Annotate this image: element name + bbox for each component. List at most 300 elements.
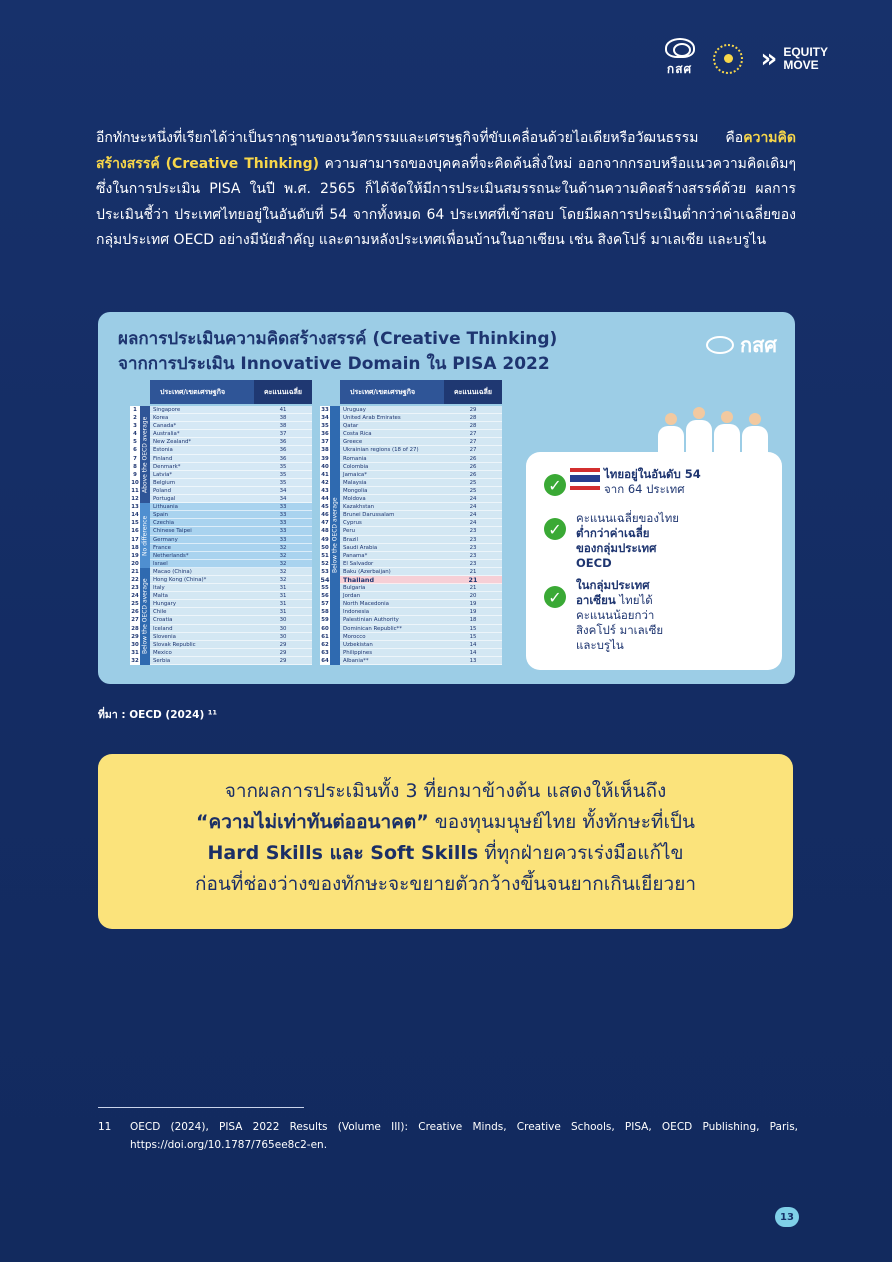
table-row (131, 560, 312, 568)
table-row (321, 446, 502, 454)
table-row (321, 471, 502, 479)
row-country: Israel (153, 560, 168, 567)
row-country: Czechia (153, 520, 175, 527)
table-row (321, 641, 502, 649)
callout-line3-bold: Hard Skills และ Soft Skills (207, 842, 479, 864)
logo-text-equity: EQUITY (783, 44, 828, 59)
row-score: 23 (469, 528, 477, 535)
source-citation: ที่มา : OECD (2024) ¹¹ (98, 709, 218, 721)
table-row (321, 657, 502, 665)
row-rank: 36 (321, 431, 329, 438)
ranking-table-right (320, 380, 502, 665)
row-score: 32 (279, 544, 287, 551)
row-country: Chile (153, 609, 167, 616)
check-icon: ✓ (544, 586, 566, 608)
infographic-brand (706, 329, 777, 361)
row-score: 38 (279, 423, 287, 430)
row-country: Peru (343, 528, 356, 535)
row-score: 31 (279, 585, 287, 592)
row-rank: 37 (321, 439, 329, 446)
row-rank: 9 (130, 471, 140, 478)
row-rank: 62 (321, 641, 329, 648)
table-row (320, 575, 502, 584)
row-score: 37 (279, 431, 287, 438)
row-rank: 30 (131, 641, 139, 648)
table-row (131, 576, 312, 584)
row-score: 24 (469, 504, 477, 511)
row-country: Philippines (343, 649, 373, 656)
thai-flag-icon (570, 468, 600, 490)
row-rank: 10 (131, 479, 139, 486)
card-item3-rest1: ไทยได้ (615, 593, 653, 607)
row-score: 23 (469, 544, 477, 551)
row-country: Denmark* (153, 463, 181, 470)
row-rank: 33 (321, 407, 329, 413)
creative-thinking-infographic (98, 312, 795, 684)
table-row (321, 455, 502, 463)
footnote-divider (98, 1107, 304, 1108)
row-score: 19 (469, 601, 477, 608)
row-rank: 16 (131, 528, 139, 535)
row-rank: 1 (130, 406, 140, 413)
student-figure (686, 420, 712, 454)
band-below: Below the OECD average (330, 406, 340, 665)
row-rank: 56 (321, 593, 329, 600)
row-country: Morocco (343, 633, 366, 640)
row-score: 24 (469, 520, 477, 527)
card-item3-bold1: ในกลุ่มประเทศ (576, 578, 650, 592)
row-country: France (153, 544, 171, 551)
row-rank: 42 (321, 479, 329, 486)
row-score: 14 (469, 641, 477, 648)
card-item1-rest: จาก 64 ประเทศ (604, 482, 685, 496)
row-rank: 54 (320, 575, 330, 584)
row-country: Palestinian Authority (343, 617, 399, 624)
table-row (131, 511, 312, 519)
table-row (321, 536, 502, 544)
row-score: 21 (469, 568, 477, 575)
footnote-number: 11 (98, 1121, 112, 1133)
row-rank: 12 (131, 496, 139, 503)
table-row (321, 527, 502, 535)
row-country: Colombia (343, 463, 369, 470)
row-rank: 26 (131, 609, 139, 616)
infographic-title: ผลการประเมินความคิดสร้างสรรค์ (Creative Thinking) (118, 329, 558, 349)
table-row (131, 487, 312, 495)
band-labels (330, 406, 340, 665)
table-row (131, 568, 312, 576)
row-country: Uruguay (343, 407, 366, 413)
row-score: 29 (469, 407, 477, 413)
row-rank: 51 (321, 552, 329, 559)
row-score: 41 (279, 407, 287, 413)
row-country: Panama* (343, 552, 368, 559)
row-rank: 23 (131, 585, 139, 592)
table-row (321, 479, 502, 487)
row-country: Latvia* (153, 471, 173, 478)
row-country: Poland (153, 487, 171, 494)
row-rank: 52 (321, 560, 329, 567)
partner-logo-icon (713, 44, 743, 74)
row-rank: 6 (130, 446, 140, 453)
row-country: Hungary (153, 601, 177, 608)
col-score: คะแนนเฉลี่ย (254, 380, 312, 404)
card-item2-bold1: ต่ำกว่าค่าเฉลี่ย (576, 526, 650, 540)
row-score: 33 (279, 520, 287, 527)
eef-logo (665, 38, 695, 79)
row-score: 26 (469, 471, 477, 478)
row-rank: 55 (321, 585, 329, 592)
row-rank: 5 (130, 438, 140, 445)
row-rank: 24 (131, 593, 139, 600)
row-score: 15 (469, 633, 477, 640)
table-row (321, 584, 502, 592)
row-score: 31 (279, 609, 287, 616)
row-country: Qatar (343, 423, 359, 430)
row-score: 24 (469, 512, 477, 519)
eef-logo-icon (706, 336, 734, 354)
row-score: 29 (279, 657, 287, 664)
card-item3-rest3: สิงคโปร์ มาเลเซีย (576, 623, 664, 637)
row-score: 38 (279, 415, 287, 422)
table-row (321, 430, 502, 438)
row-rank: 57 (321, 601, 329, 608)
col-score: คะแนนเฉลี่ย (444, 380, 502, 404)
row-country: Baku (Azerbaijan) (343, 568, 391, 575)
row-country: Belgium (153, 479, 176, 486)
table-row (131, 657, 312, 665)
row-rank: 14 (131, 512, 139, 519)
row-score: 35 (279, 471, 287, 478)
row-country: Malta (153, 593, 168, 600)
row-rank: 18 (131, 544, 139, 551)
row-rank: 41 (321, 471, 329, 478)
row-country: Serbia (153, 657, 171, 664)
row-rank: 8 (130, 463, 140, 470)
table-row (321, 406, 502, 414)
row-score: 33 (279, 504, 287, 511)
table-header (340, 380, 502, 404)
row-score: 32 (279, 560, 287, 567)
ranking-table-left (130, 380, 312, 665)
row-score: 34 (279, 496, 287, 503)
row-rank: 13 (131, 504, 139, 511)
table-row (321, 503, 502, 511)
table-row (321, 438, 502, 446)
row-score: 18 (469, 617, 477, 624)
row-score: 15 (469, 625, 477, 632)
row-country: Slovenia (153, 633, 176, 640)
row-score: 25 (469, 487, 477, 494)
callout-line3-rest: ที่ทุกฝ่ายควรเร่งมือแก้ไข (478, 842, 684, 864)
row-country: Netherlands* (153, 552, 189, 559)
table-row (131, 625, 312, 633)
row-country: Malaysia (343, 479, 367, 486)
row-country: Costa Rica (343, 431, 372, 438)
equity-move-logo (760, 43, 828, 74)
row-rank: 46 (321, 512, 329, 519)
row-rank: 53 (321, 568, 329, 575)
row-rank: 21 (131, 568, 139, 575)
table-row (321, 487, 502, 495)
table-row (131, 600, 312, 608)
table-row (133, 406, 312, 414)
table-row (131, 544, 312, 552)
row-rank: 38 (321, 447, 329, 454)
row-rank: 25 (131, 601, 139, 608)
table-header (150, 380, 312, 404)
row-score: 20 (469, 593, 477, 600)
table-row (321, 592, 502, 600)
table-row (133, 430, 312, 438)
row-rank: 31 (131, 649, 139, 656)
row-country: Portugal (153, 496, 176, 503)
row-score: 33 (279, 528, 287, 535)
table-row (321, 422, 502, 430)
row-country: Estonia (153, 447, 173, 454)
table-row (321, 560, 502, 568)
table-row (321, 463, 502, 471)
row-country: Romania (343, 455, 367, 462)
table-row (131, 536, 312, 544)
table-row (321, 625, 502, 633)
row-rank: 34 (321, 415, 329, 422)
table-row (133, 414, 312, 422)
row-country: Macao (China) (153, 568, 192, 575)
row-score: 31 (279, 601, 287, 608)
row-rank: 50 (321, 544, 329, 551)
row-country: Bulgaria (343, 585, 366, 592)
table-row (321, 568, 502, 576)
row-rank: 35 (321, 423, 329, 430)
row-country: Canada* (153, 423, 177, 430)
row-country: Brazil (343, 536, 359, 543)
row-country: Indonesia (343, 609, 370, 616)
band-below: Below the OECD average (140, 568, 150, 665)
row-country: Cyprus (343, 520, 362, 527)
row-country: Lithuania (153, 504, 178, 511)
col-country: ประเทศ/เขตเศรษฐกิจ (150, 380, 254, 404)
check-icon: ✓ (544, 518, 566, 540)
row-score: 33 (279, 512, 287, 519)
table-row (321, 414, 502, 422)
row-country: Brunei Darussalam (343, 512, 395, 519)
row-rank: 47 (321, 520, 329, 527)
row-score: 30 (279, 617, 287, 624)
row-score: 23 (469, 536, 477, 543)
row-rank: 11 (131, 487, 139, 494)
row-country: Finland (153, 455, 173, 462)
table-row (133, 471, 312, 479)
row-country: Saudi Arabia (343, 544, 378, 551)
table-row (133, 455, 312, 463)
row-rank: 20 (131, 560, 139, 567)
row-score: 29 (279, 649, 287, 656)
table-row (133, 446, 312, 454)
row-rank: 45 (321, 504, 329, 511)
row-score: 27 (469, 447, 477, 454)
table-row (131, 519, 312, 527)
row-score: 32 (279, 568, 287, 575)
row-score: 23 (469, 560, 477, 567)
row-score: 29 (279, 641, 287, 648)
table-row (321, 544, 502, 552)
row-country: Jamaica* (343, 471, 367, 478)
card-item2-line1: คะแนนเฉลี่ยของไทย (576, 511, 680, 525)
row-score: 31 (279, 593, 287, 600)
row-country: Greece (343, 439, 363, 446)
table-row (131, 479, 312, 487)
row-rank: 19 (131, 552, 139, 559)
row-rank: 15 (131, 520, 139, 527)
row-score: 36 (279, 455, 287, 462)
row-score: 21 (469, 585, 477, 592)
table-row (133, 463, 312, 471)
callout-line2-rest: ของทุนมนุษย์ไทย ทั้งทักษะที่เป็น (428, 811, 695, 833)
para-highlight: ความคิดสร้างสรรค์ (Creative Thinking) (96, 130, 796, 172)
row-rank: 4 (130, 430, 140, 437)
row-country: Iceland (153, 625, 173, 632)
table-row (321, 511, 502, 519)
row-rank: 32 (131, 657, 139, 664)
page-number: 13 (775, 1207, 799, 1227)
table-row (131, 527, 312, 535)
row-rank: 61 (321, 633, 329, 640)
card-item2-bold2: ของกลุ่มประเทศ (576, 541, 657, 555)
row-rank: 59 (321, 617, 329, 624)
footnote-text: OECD (2024), PISA 2022 Results (Volume III): Creative Minds, Creative Schools, PISA, OECD Publishing, Paris, https://doi.org/10.1787/765ee8c2-en. (130, 1121, 798, 1151)
band-nodiff: No difference (140, 503, 150, 568)
table-row (131, 649, 312, 657)
row-country: New Zealand* (153, 439, 192, 446)
header-logos (665, 38, 828, 79)
row-score: 28 (469, 415, 477, 422)
callout-line2-bold: “ความไม่เท่าทันต่ออนาคต” (196, 811, 429, 833)
row-score: 14 (469, 649, 477, 656)
brand-text: กสศ (739, 333, 777, 357)
row-rank: 28 (131, 625, 139, 632)
row-score: 21 (468, 575, 478, 584)
table-row (321, 616, 502, 624)
row-rank: 2 (130, 414, 140, 421)
band-labels (140, 406, 150, 665)
row-country: Thailand (343, 575, 375, 584)
row-country: Kazakhstan (343, 504, 375, 511)
row-rank: 29 (131, 633, 139, 640)
intro-paragraph (96, 126, 796, 254)
row-rank: 48 (321, 528, 329, 535)
row-score: 36 (279, 447, 287, 454)
row-country: Dominican Republic** (343, 625, 402, 632)
table-row (131, 503, 312, 511)
row-rank: 44 (321, 496, 329, 503)
footnote (98, 1118, 798, 1154)
row-rank: 43 (321, 487, 329, 494)
row-score: 33 (279, 536, 287, 543)
row-country: Chinese Taipei (153, 528, 192, 535)
eef-logo-icon (665, 38, 695, 58)
row-score: 36 (279, 439, 287, 446)
table-row (131, 552, 312, 560)
row-rank: 27 (131, 617, 139, 624)
row-country: Slovak Republic (153, 641, 196, 648)
row-rank: 17 (131, 536, 139, 543)
row-country: United Arab Emirates (343, 415, 401, 422)
table-row (321, 600, 502, 608)
row-rank: 22 (131, 576, 139, 583)
row-country: Korea (153, 415, 169, 422)
table-row (321, 633, 502, 641)
table-row (321, 519, 502, 527)
row-score: 27 (469, 431, 477, 438)
row-country: Germany (153, 536, 178, 543)
table-row (133, 438, 312, 446)
row-rank: 3 (130, 422, 140, 429)
row-score: 32 (279, 576, 287, 583)
table-row (321, 552, 502, 560)
callout-line4: ก่อนที่ช่องว่างของทักษะจะขยายตัวกว้างขึ้นจนยากเกินเยียวยา (194, 873, 697, 895)
callout-line1: จากผลการประเมินทั้ง 3 ที่ยกมาข้างต้น แสดงให้เห็นถึง (224, 780, 667, 802)
band-above: Above the OECD average (140, 406, 150, 503)
row-country: Italy (153, 585, 165, 592)
infographic-subtitle: จากการประเมิน Innovative Domain ใน PISA 2022 (118, 354, 550, 374)
row-rank: 39 (321, 455, 329, 462)
row-rank: 40 (321, 463, 329, 470)
row-score: 26 (469, 463, 477, 470)
card-item1-bold: ไทยอยู่ในอันดับ 54 (604, 467, 701, 481)
table-row (131, 584, 312, 592)
row-country: Jordan (343, 593, 361, 600)
row-country: Ukrainian regions (18 of 27) (343, 447, 419, 454)
para-text-2: ความสามารถของบุคคลที่จะคิดค้นสิ่งใหม่ ออกจากกรอบหรือแนวความคิดเดิมๆ ซึ่งในการประเมิน PISA ในปี พ.ศ. 2565 ก็ได้จัดให้มีการประเมินสมรรถนะในด้านความคิดสร้างสรรค์ด้วย ผลการประเมินชี้ว่า ประเทศไทยอยู่ในอันดับที่ 54 จากทั้งหมด 64 ประเทศที่เข้าสอบ โดยมีผลการประเมินต่ำกว่าค่าเฉลี่ยของกลุ่มประเทศ OECD อย่างมีนัยสำคัญ และตามหลังประเทศเพื่อนบ้านในอาเซียน เช่น สิงคโปร์ มาเลเซีย และบรูไน (96, 155, 796, 249)
card-item3-bold2: อาเซียน (576, 593, 616, 607)
table-row (131, 616, 312, 624)
summary-card (526, 452, 782, 670)
row-rank: 58 (321, 609, 329, 616)
table-row (131, 633, 312, 641)
table-row (131, 608, 312, 616)
row-country: Spain (153, 512, 169, 519)
row-score: 28 (469, 423, 477, 430)
row-rank: 49 (321, 536, 329, 543)
row-country: Mongolia (343, 487, 368, 494)
table-row (131, 592, 312, 600)
card-item2-bold3: OECD (576, 556, 612, 570)
logo-text-move: MOVE (783, 57, 819, 72)
row-score: 26 (469, 455, 477, 462)
key-message-callout (98, 754, 793, 929)
row-score: 25 (469, 479, 477, 486)
table-row (321, 608, 502, 616)
eef-logo-text: กสศ (666, 62, 693, 76)
check-icon: ✓ (544, 474, 566, 496)
table-row (321, 649, 502, 657)
row-score: 35 (279, 479, 287, 486)
row-country: Moldova (343, 496, 366, 503)
row-score: 30 (279, 625, 287, 632)
table-row (131, 495, 312, 503)
col-country: ประเทศ/เขตเศรษฐกิจ (340, 380, 444, 404)
card-item3-rest2: คะแนนน้อยกว่า (576, 608, 655, 622)
row-score: 27 (469, 439, 477, 446)
table-row (133, 422, 312, 430)
para-text-1: อีกทักษะหนึ่งที่เรียกได้ว่าเป็นรากฐานของนวัตกรรมและเศรษฐกิจที่ขับเคลื่อนด้วยไอเดียหรือวัฒนธรรม คือ (96, 130, 744, 146)
row-score: 13 (469, 657, 477, 664)
row-score: 30 (279, 633, 287, 640)
table-row (321, 495, 502, 503)
table-row (131, 641, 312, 649)
row-country: Mexico (153, 649, 172, 656)
